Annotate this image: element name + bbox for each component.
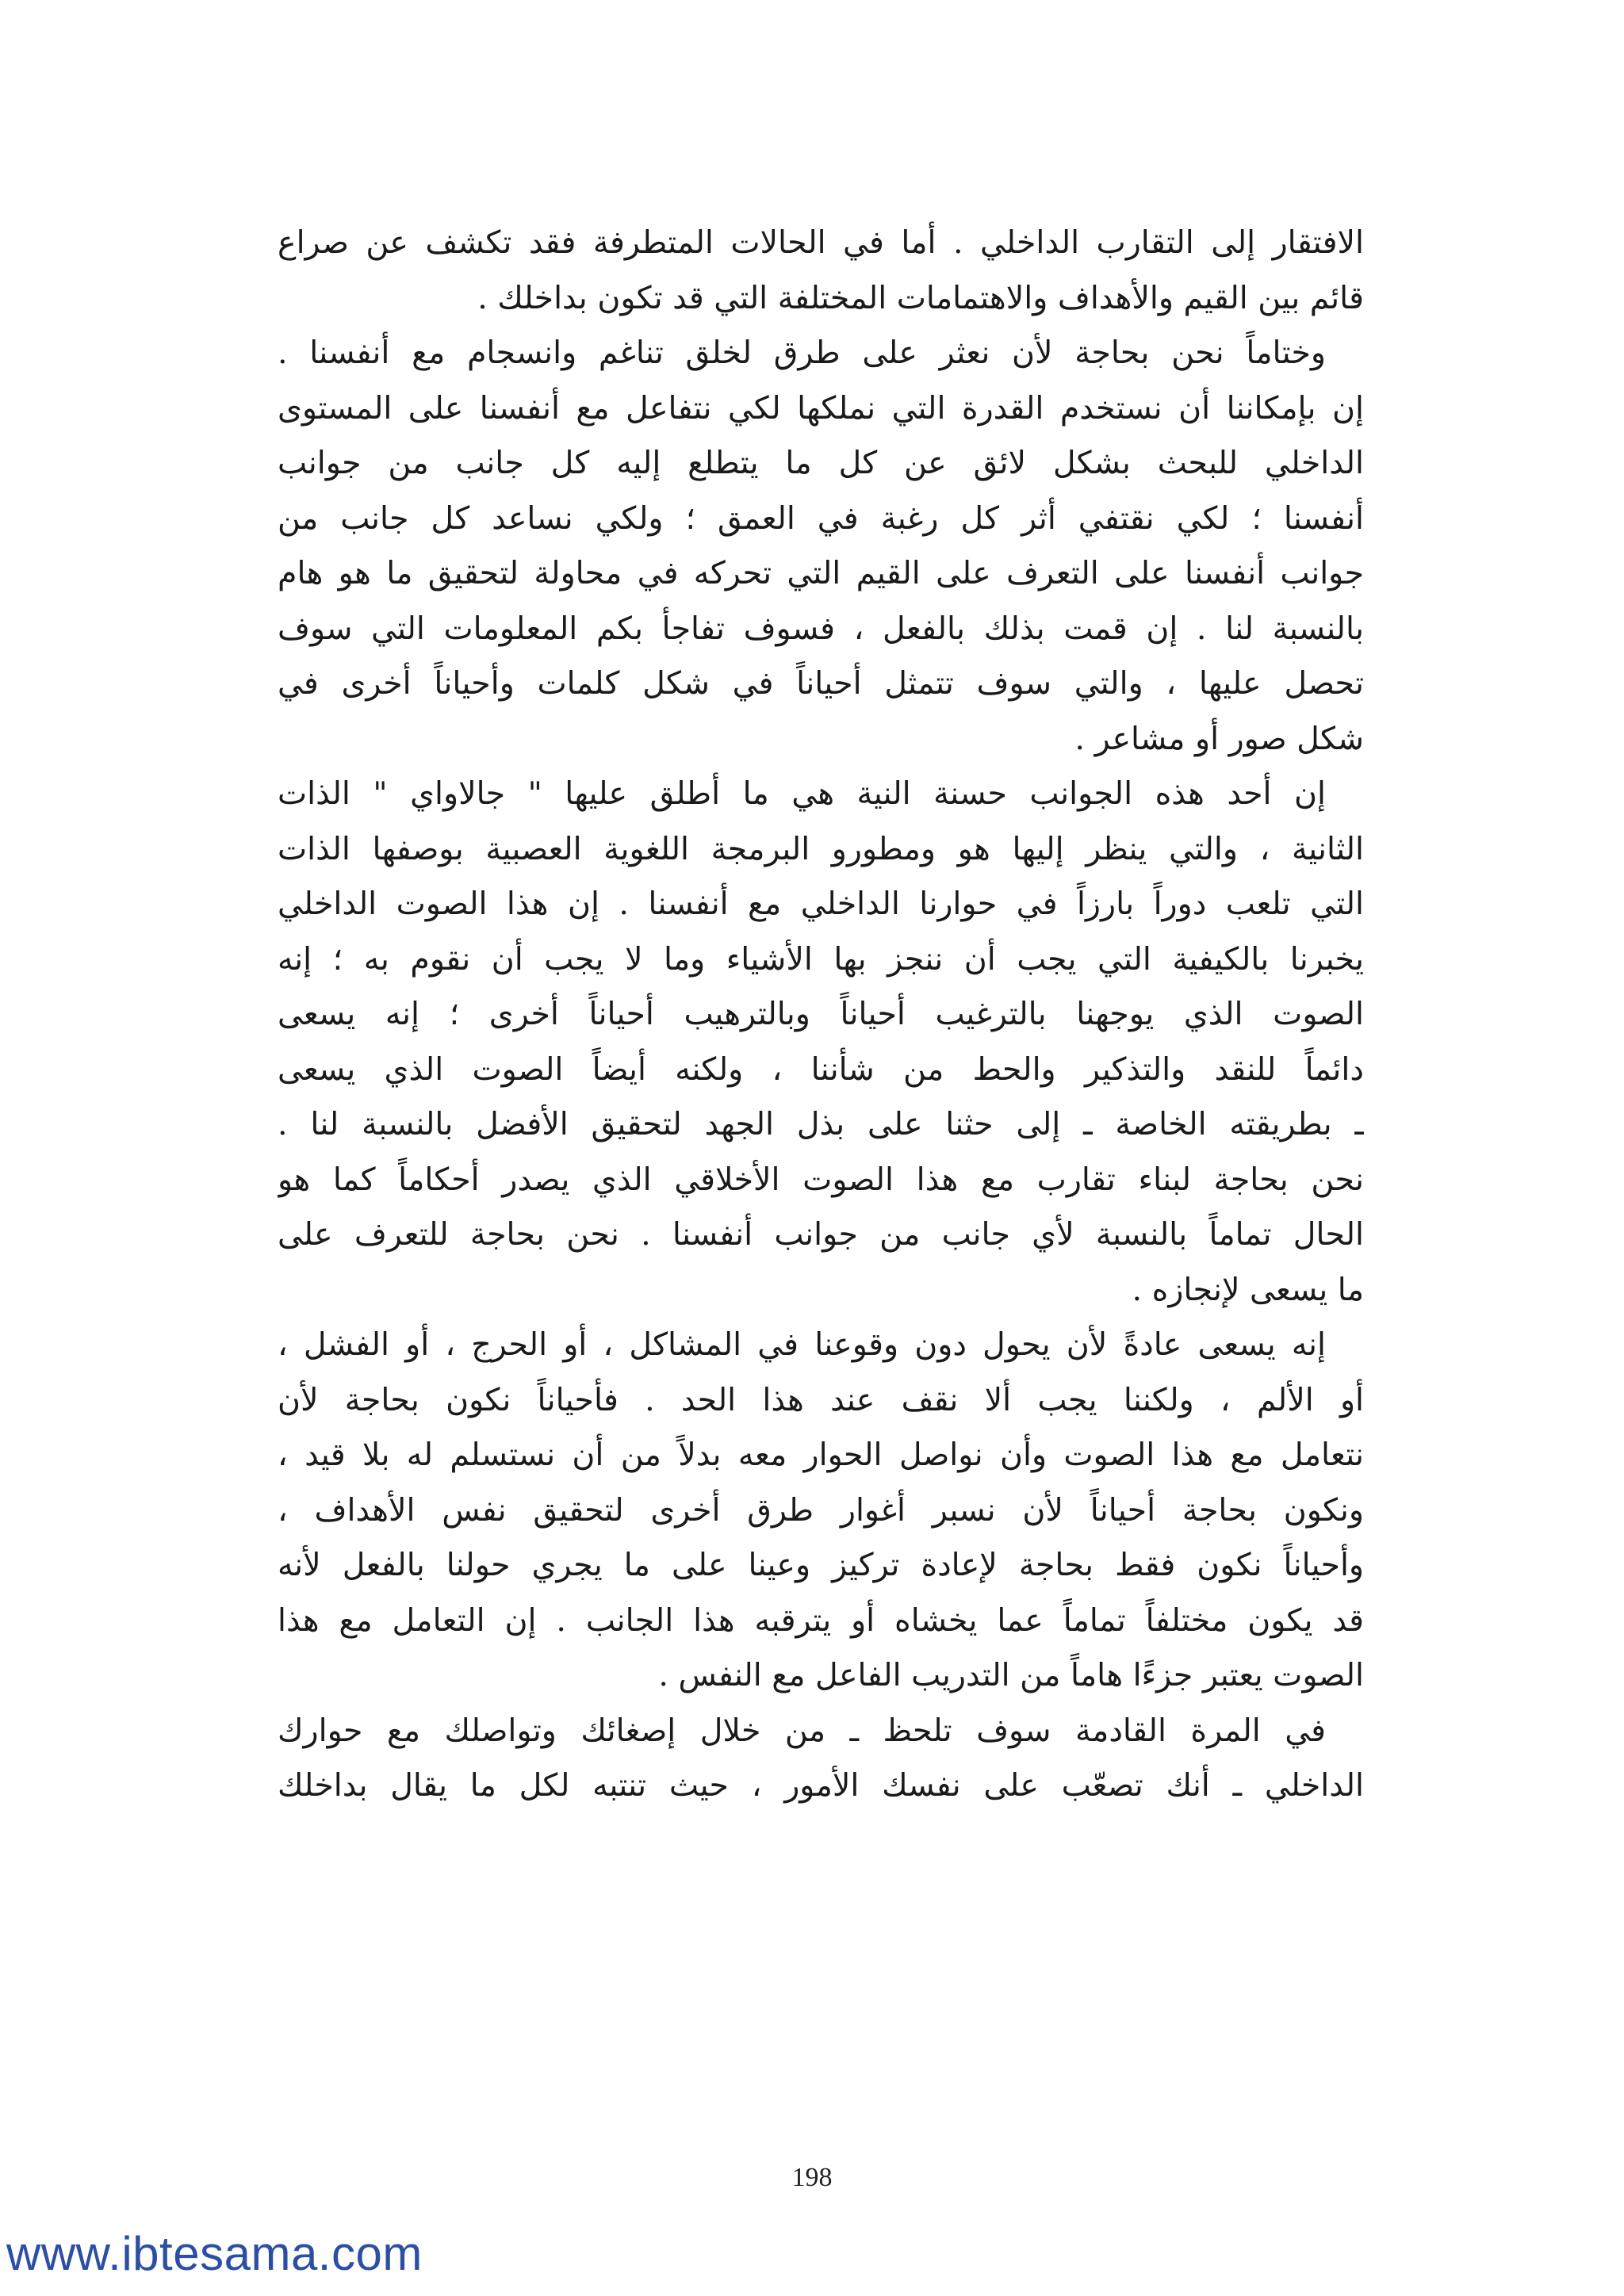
- text-line: التي تلعب دوراً بارزاً في حوارنا الداخلي مع أنفسنا . إن هذا الصوت الداخلي: [278, 886, 1364, 922]
- text-line: إن بإمكاننا أن نستخدم القدرة التي نملكها لكي نتفاعل مع أنفسنا على المستوى: [278, 389, 1364, 427]
- text-line: الحال تماماً بالنسبة لأي جانب من جوانب أنفسنا . نحن بحاجة للتعرف على: [278, 1216, 1364, 1253]
- text-line: الثانية ، والتي ينظر إليها هو ومطورو البرمجة اللغوية العصبية بوصفها الذات: [278, 830, 1364, 867]
- text-line: أنفسنا ؛ لكي نقتفي أثر كل رغبة في العمق ؛ ولكي نساعد كل جانب من: [278, 499, 1364, 537]
- text-line: إنه يسعى عادةً لأن يحول دون وقوعنا في المشاكل ، أو الحرج ، أو الفشل ،: [278, 1326, 1326, 1363]
- text-line: الصوت يعتبر جزءًا هاماً من التدريب الفاعل مع النفس .: [658, 1657, 1364, 1693]
- site-watermark[interactable]: www.ibtesama.com: [6, 2227, 423, 2280]
- page-number: 198: [791, 2163, 833, 2192]
- text-line: الصوت الذي يوجهنا بالترغيب أحياناً وبالترهيب أحياناً أخرى ؛ إنه يسعى: [278, 996, 1364, 1032]
- text-line: ما يسعى لإنجازه .: [1132, 1271, 1364, 1308]
- text-line: نحن بحاجة لبناء تقارب مع هذا الصوت الأخلاقي الذي يصدر أحكاماً كما هو: [278, 1161, 1364, 1198]
- text-line: الداخلي للبحث بشكل لائق عن كل ما يتطلع إليه كل جانب من جوانب: [278, 445, 1364, 481]
- text-line: جوانب أنفسنا على التعرف على القيم التي تحركه في محاولة لتحقيق ما هو هام: [278, 555, 1364, 591]
- text-line: قد يكون مختلفاً تماماً عما يخشاه أو يترقبه هذا الجانب . إن التعامل مع هذا: [278, 1601, 1364, 1639]
- body-text: [278, 216, 1364, 1814]
- text-line: أو الألم ، ولكننا يجب ألا نقف عند هذا الحد . فأحياناً نكون بحاجة لأن: [278, 1381, 1364, 1418]
- text-line: يخبرنا بالكيفية التي يجب أن ننجز بها الأشياء وما لا يجب أن نقوم به ؛ إنه: [278, 940, 1364, 978]
- text-line: الافتقار إلى التقارب الداخلي . أما في الحالات المتطرفة فقد تكشف عن صراع: [278, 224, 1364, 261]
- text-line: في المرة القادمة سوف تلحظ ـ من خلال إصغائك وتواصلك مع حوارك: [278, 1712, 1326, 1749]
- text-line: تحصل عليها ، والتي سوف تتمثل أحياناً في شكل كلمات وأحياناً أخرى في: [278, 665, 1364, 702]
- text-line: شكل صور أو مشاعر .: [1074, 720, 1364, 757]
- text-line: بالنسبة لنا . إن قمت بذلك بالفعل ، فسوف تفاجأ بكم المعلومات التي سوف: [278, 610, 1364, 647]
- text-line: الداخلي ـ أنك تصعّب على نفسك الأمور ، حيث تنتبه لكل ما يقال بداخلك: [278, 1767, 1364, 1804]
- text-line: دائماً للنقد والتذكير والحط من شأننا ، ولكنه أيضاً الصوت الذي يسعى: [278, 1050, 1364, 1088]
- text-line: وأحياناً نكون فقط بحاجة لإعادة تركيز وعينا على ما يجري حولنا بالفعل لأنه: [278, 1547, 1364, 1583]
- text-line: نتعامل مع هذا الصوت وأن نواصل الحوار معه بدلاً من أن نستسلم له بلا قيد ،: [278, 1437, 1364, 1473]
- text-line: قائم بين القيم والأهداف والاهتمامات المختلفة التي قد تكون بداخلك .: [477, 279, 1364, 316]
- text-line: إن أحد هذه الجوانب حسنة النية هي ما أطلق عليها " جالاواي " الذات: [278, 775, 1326, 812]
- text-line: وختاماً نحن بحاجة لأن نعثر على طرق لخلق تناغم وانسجام مع أنفسنا .: [278, 335, 1326, 371]
- text-line: ونكون بحاجة أحياناً لأن نسبر أغوار طرق أخرى لتحقيق نفس الأهداف ،: [278, 1491, 1364, 1529]
- text-line: ـ بطريقته الخاصة ـ إلى حثنا على بذل الجهد لتحقيق الأفضل بالنسبة لنا .: [278, 1106, 1364, 1142]
